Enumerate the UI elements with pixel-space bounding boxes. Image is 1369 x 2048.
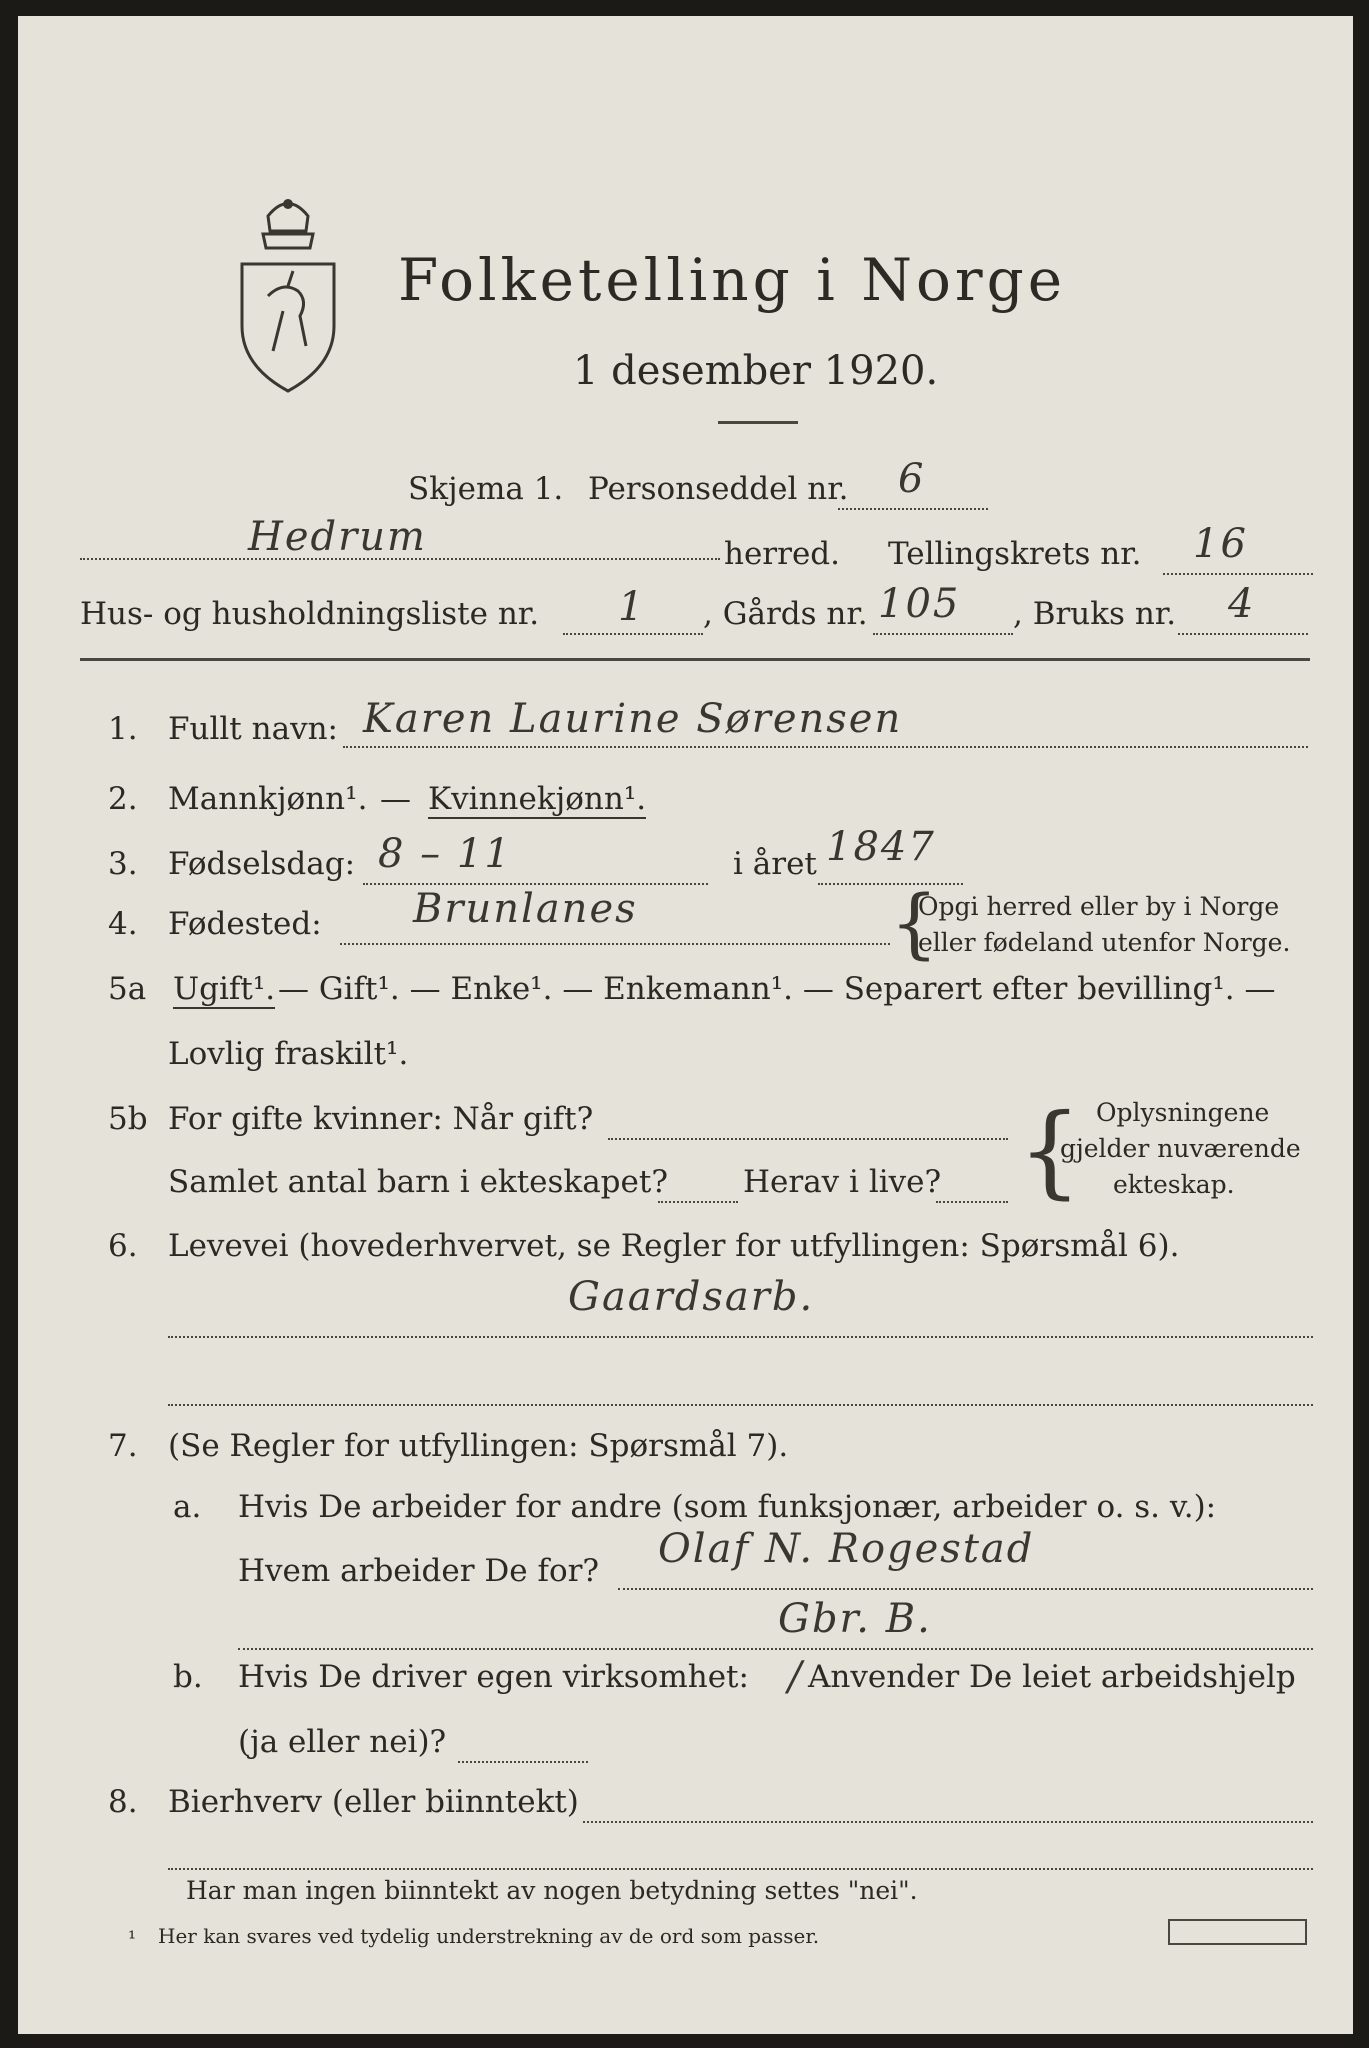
q5b-note-line1: Oplysningene — [1096, 1098, 1270, 1127]
bruks-label: , Bruks nr. — [1013, 596, 1177, 632]
personseddel-line — [838, 508, 988, 510]
header-divider — [80, 658, 1310, 661]
q6-line1 — [168, 1336, 1313, 1338]
q5b-children-line — [658, 1201, 738, 1203]
q7a-line-employer — [618, 1588, 1313, 1590]
personseddel-value: 6 — [898, 456, 926, 502]
q6-label: Levevei (hovederhvervet, se Regler for utfyllingen: Spørsmål 6). — [168, 1228, 1180, 1264]
q7-label: (Se Regler for utfyllingen: Spørsmål 7). — [168, 1428, 789, 1464]
q4-number: 4. — [108, 906, 138, 942]
form-label: Skjema 1. — [408, 471, 564, 507]
q3-year-label: i året — [733, 846, 817, 882]
husliste-line — [563, 633, 703, 635]
gards-label: , Gårds nr. — [703, 596, 868, 632]
q4-brace: { — [890, 878, 939, 967]
q7b-line1: Hvis De driver egen virksomhet: — [238, 1659, 749, 1695]
q2-female: Kvinnekjønn¹. — [428, 781, 647, 817]
q5b-when-line — [608, 1138, 1008, 1140]
q5b-number: 5b — [108, 1101, 148, 1137]
husliste-label: Hus- og husholdningsliste nr. — [80, 596, 540, 632]
q6-line2 — [168, 1404, 1313, 1406]
q7-number: 7. — [108, 1428, 138, 1464]
q5b-line1: For gifte kvinner: Når gift? — [168, 1101, 594, 1137]
bruks-line — [1178, 633, 1308, 635]
bruks-value: 4 — [1228, 581, 1256, 627]
q3-value: 8 – 11 — [378, 831, 512, 877]
q7b-letter: b. — [173, 1659, 203, 1695]
footer-note: Har man ingen biinntekt av nogen betydning settes "nei". — [186, 1876, 918, 1905]
q8-line — [583, 1821, 1313, 1823]
q3-number: 3. — [108, 846, 138, 882]
q5b-herav: Herav i live? — [743, 1164, 942, 1200]
q3-day-line — [363, 883, 708, 885]
gards-value: 105 — [878, 581, 961, 627]
q1-line — [343, 746, 1308, 748]
q6-value: Gaardsarb. — [568, 1274, 815, 1320]
q3-label: Fødselsdag: — [168, 846, 356, 882]
q7b-line2: (ja eller nei)? — [238, 1724, 447, 1760]
husliste-value: 1 — [618, 584, 646, 630]
q5b-alive-line — [936, 1201, 1008, 1203]
q4-note-line1: Opgi herred eller by i Norge — [918, 892, 1280, 921]
q6-number: 6. — [108, 1228, 138, 1264]
q7a-letter: a. — [173, 1489, 202, 1525]
q5a-number: 5a — [108, 971, 147, 1007]
q7a-value2: Gbr. B. — [778, 1596, 932, 1642]
q1-value: Karen Laurine Sørensen — [363, 696, 903, 742]
q8-line2 — [168, 1868, 1313, 1870]
personseddel-label: Personseddel nr. — [588, 471, 849, 507]
q8-label: Bierhverv (eller biinntekt) — [168, 1784, 579, 1820]
form-date: 1 desember 1920. — [573, 348, 939, 394]
q2-number: 2. — [108, 781, 138, 817]
tellingskrets-line — [1163, 573, 1313, 575]
coat-of-arms-icon — [228, 186, 348, 396]
tellingskrets-value: 16 — [1193, 521, 1248, 567]
q5a-line2: Lovlig fraskilt¹. — [168, 1036, 409, 1072]
q4-value: Brunlanes — [413, 886, 638, 932]
q5b-brace: { — [1018, 1092, 1082, 1209]
q3-year-value: 1847 — [826, 824, 936, 870]
q7a-line2: Hvem arbeider De for? — [238, 1553, 600, 1589]
gards-line — [873, 633, 1013, 635]
q2-male: Mannkjønn¹. — [168, 781, 368, 817]
q5a-ugift: Ugift¹. — [173, 971, 276, 1007]
q7b-answer-line — [458, 1761, 588, 1763]
q7b-line1-rest: Anvender De leiet arbeidshjelp — [808, 1659, 1296, 1695]
q4-label: Fødested: — [168, 906, 322, 942]
herred-value: Hedrum — [248, 514, 427, 560]
q5b-note-line3: ekteskap. — [1113, 1170, 1235, 1199]
census-form-sheet — [18, 16, 1353, 2034]
q1-number: 1. — [108, 711, 138, 747]
form-title: Folketelling i Norge — [398, 246, 1067, 314]
q5a-options: — Gift¹. — Enke¹. — Enkemann¹. — Separert efter bevilling¹. — — [278, 971, 1276, 1007]
q7a-line1: Hvis De arbeider for andre (som funksjonær, arbeider o. s. v.): — [238, 1489, 1217, 1525]
footnote-mark: ¹ — [128, 1926, 137, 1950]
title-divider — [718, 421, 798, 424]
q8-number: 8. — [108, 1784, 138, 1820]
herred-label: herred. — [724, 536, 840, 572]
q2-dash: — — [380, 781, 411, 817]
q5b-note-line2: gjelder nuværende — [1060, 1134, 1301, 1163]
tellingskrets-label: Tellingskrets nr. — [888, 536, 1142, 572]
q7a-value1: Olaf N. Rogestad — [658, 1526, 1035, 1572]
q7b-slash: / — [788, 1654, 804, 1700]
q1-label: Fullt navn: — [168, 711, 338, 747]
footnote: Her kan svares ved tydelig understrekning av de ord som passer. — [158, 1924, 820, 1948]
q5b-line2: Samlet antal barn i ekteskapet? — [168, 1164, 668, 1200]
q7a-line-extra — [238, 1648, 1313, 1650]
printer-stamp — [1168, 1919, 1307, 1945]
q4-line — [340, 943, 890, 945]
q4-note-line2: eller fødeland utenfor Norge. — [918, 928, 1291, 957]
